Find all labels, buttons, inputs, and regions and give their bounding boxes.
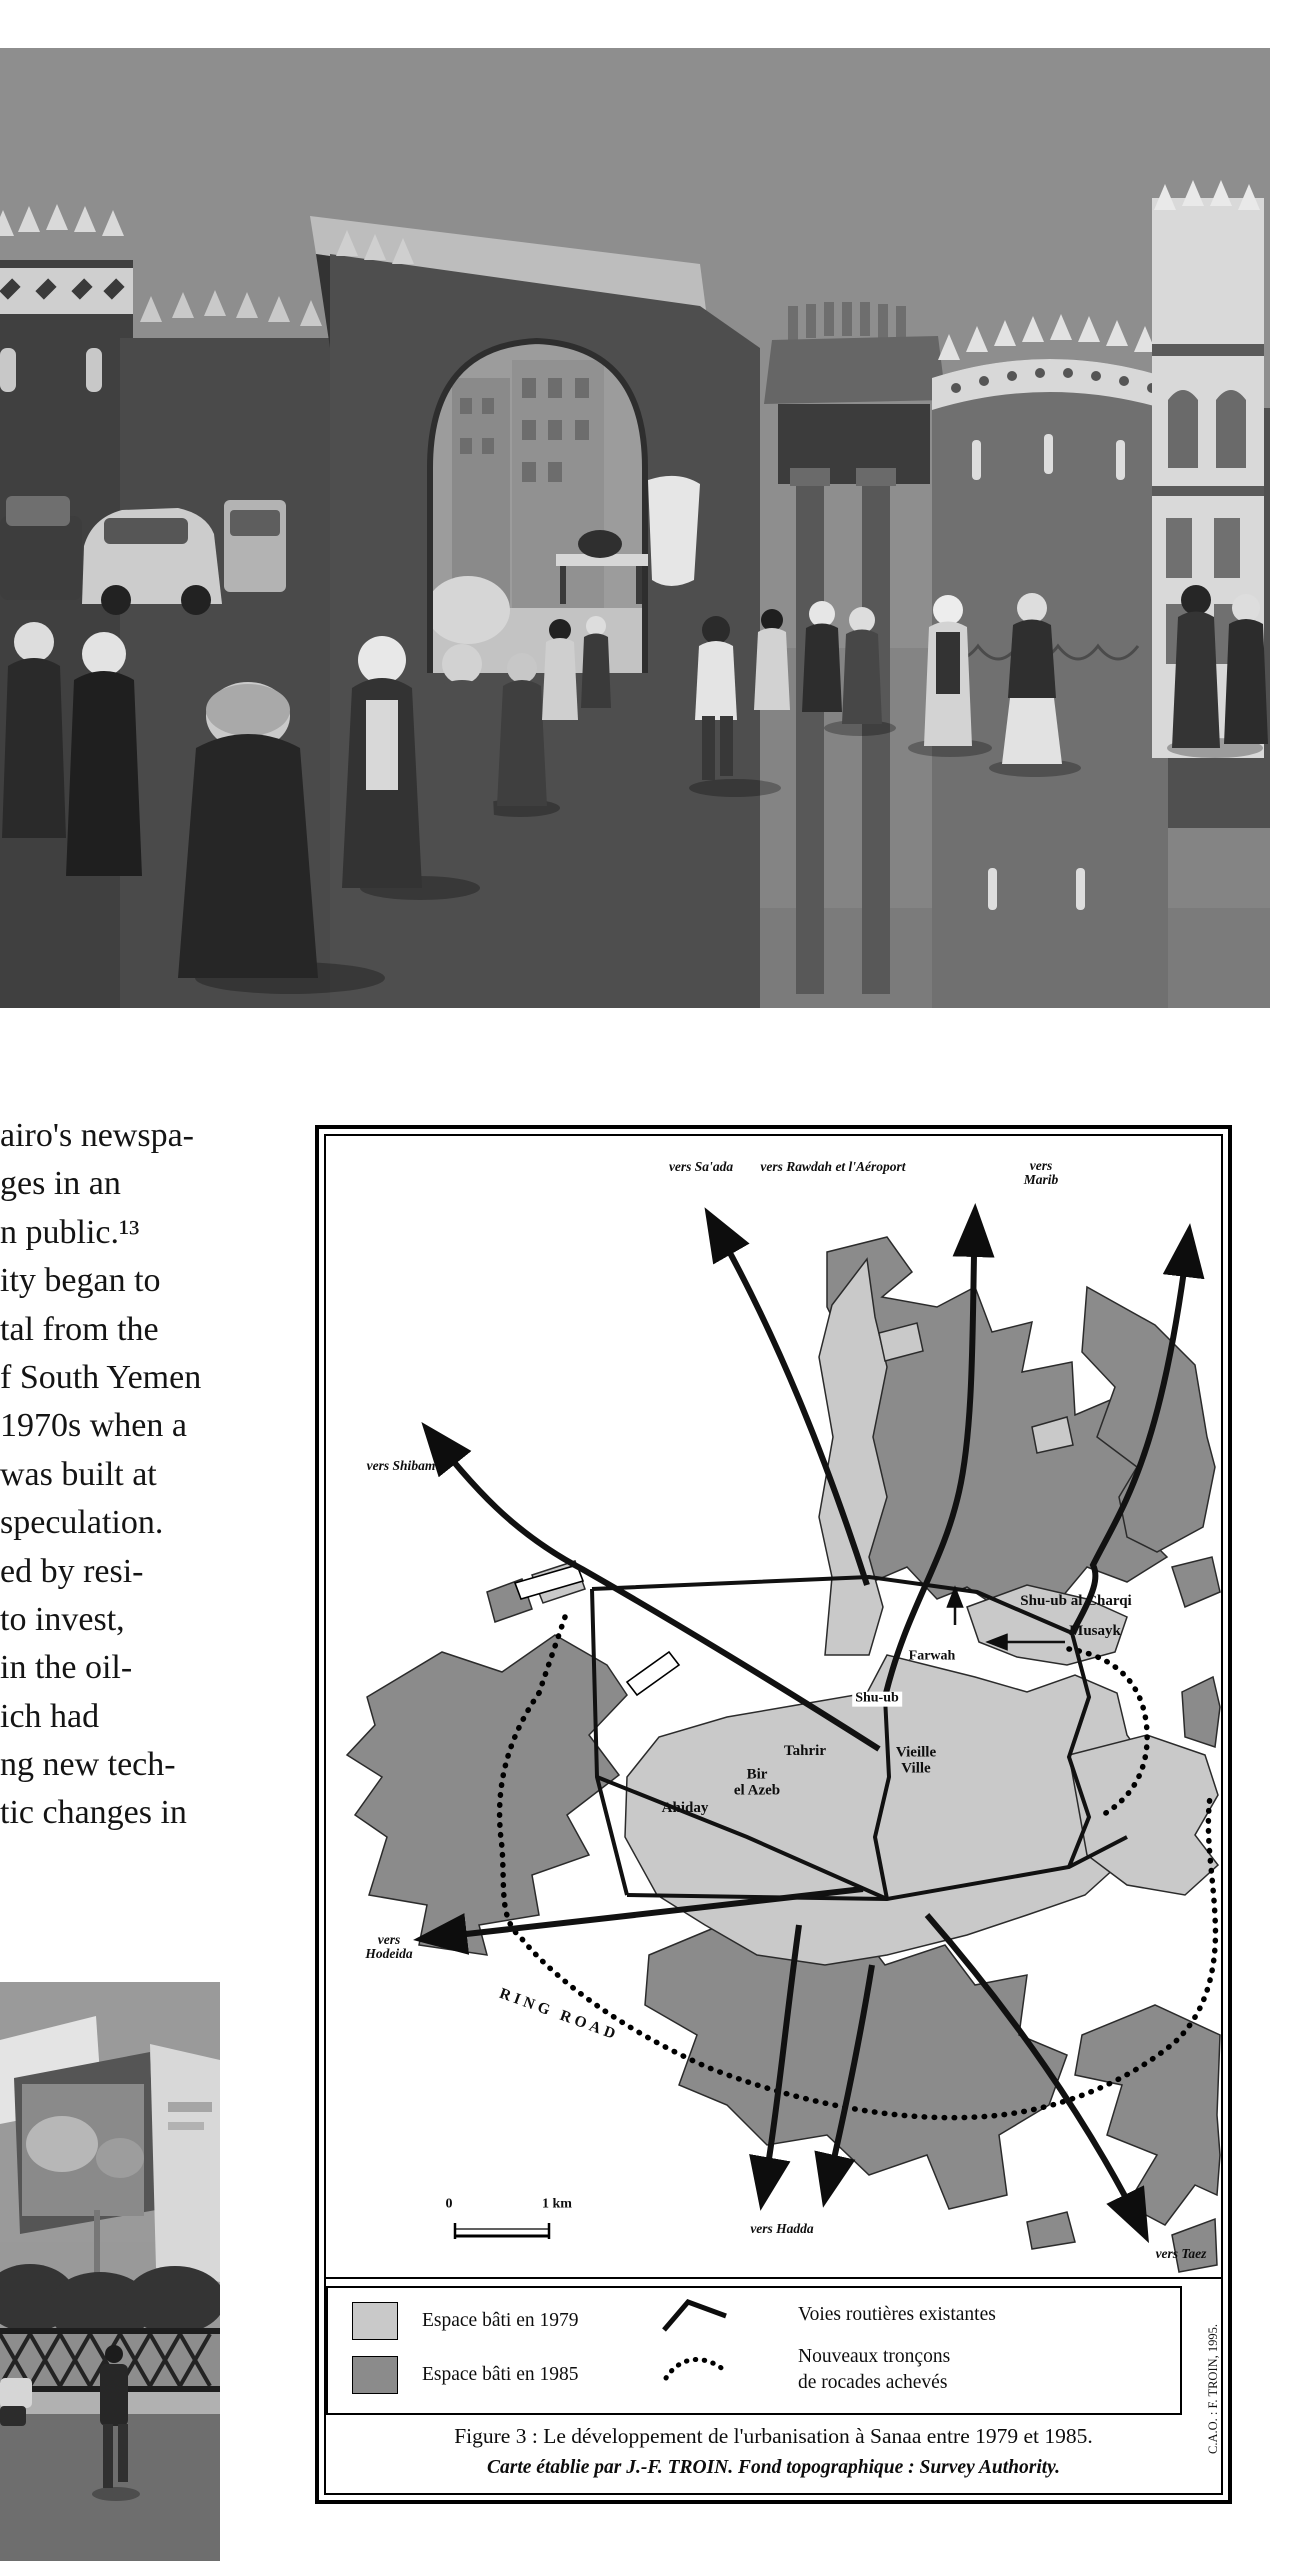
legend-swatch-1979: [352, 2302, 398, 2340]
legend-road-symbol: [660, 2294, 732, 2336]
label-vers-saada: vers Sa'ada: [668, 1158, 734, 1174]
label-tahrir: Tahrir: [784, 1743, 826, 1760]
legend-dotted-symbol: [660, 2344, 732, 2386]
legend-box: [326, 2286, 1182, 2415]
text-line: to invest,: [0, 1600, 125, 1638]
label-vers-rawdah: vers Rawdah et l'Aéroport: [760, 1158, 906, 1174]
text-line: ity began to: [0, 1262, 161, 1300]
label-farwah: Farwah: [908, 1648, 956, 1664]
figure-caption: Figure 3 : Le développement de l'urbanisation à Sanaa entre 1979 et 1985.: [454, 2424, 1093, 2448]
billboard-pole: [94, 2210, 100, 2280]
legend-label-newring-2: de rocades achevés: [798, 2372, 948, 2393]
figure-3-map-sanaa: [315, 1125, 1232, 2504]
text-line: tic changes in: [0, 1794, 187, 1832]
photo-street-billboards: [0, 1982, 220, 2561]
legend-label-1985: Espace bâti en 1985: [422, 2364, 579, 2385]
text-line: ed by resi-: [0, 1552, 144, 1590]
legend-separator: [326, 2277, 1221, 2279]
label-vers-hodeida: vers Hodeida: [365, 1931, 413, 1961]
label-vers-taez: vers Taez: [1155, 2245, 1207, 2261]
label-vers-hadda: vers Hadda: [750, 2220, 814, 2236]
text-line: in the oil-: [0, 1649, 133, 1687]
legend-label-1979: Espace bâti en 1979: [422, 2310, 579, 2331]
label-ring-road: RING ROAD: [497, 1984, 622, 2044]
label-shuub-al-charqi: Shu-ub al Charqi: [1020, 1593, 1132, 1610]
text-line: speculation.: [0, 1504, 164, 1542]
text-line: ng new tech-: [0, 1746, 176, 1784]
legend-label-roads: Voies routières existantes: [798, 2304, 996, 2325]
label-vers-marib: vers Marib: [1023, 1157, 1059, 1187]
photo-bab-al-yemen-gate: [0, 48, 1270, 1008]
legend-swatch-1985: [352, 2356, 398, 2394]
label-vieille-ville: Vieille Ville: [895, 1744, 937, 1776]
billboard-left: [14, 2052, 156, 2234]
figure-caption-source: Carte établie par J.-F. TROIN. Fond topographique : Survey Authority.: [487, 2457, 1060, 2478]
text-line: ich had: [0, 1697, 100, 1735]
scale-zero: 0: [445, 2196, 453, 2212]
text-line: airo's newspa-: [0, 1117, 195, 1154]
label-ahiday: Ahiday: [661, 1800, 709, 1817]
label-vers-shibam: vers Shibam: [366, 1457, 436, 1473]
photo-bottom-illustration: [0, 1982, 220, 2561]
text-line: 1970s when a: [0, 1407, 187, 1445]
body-text-column: [0, 1112, 202, 1838]
photo-top-illustration: [0, 48, 1270, 1008]
figure-credit-vertical: C.A.O. : F. TROIN, 1995.: [1206, 2323, 1220, 2455]
scale-one-km: 1 km: [542, 2196, 572, 2212]
text-line: f South Yemen: [0, 1358, 202, 1396]
text-line: ges in an: [0, 1165, 121, 1203]
label-musayk: Musayk: [1069, 1623, 1121, 1640]
scale-bar: [455, 2223, 549, 2239]
hanging-cloth: [648, 476, 700, 586]
label-shuub: Shu-ub: [852, 1692, 902, 1707]
arch-opening: [425, 338, 650, 678]
text-line: n public.¹³: [0, 1213, 140, 1251]
legend-label-newring-1: Nouveaux tronçons: [798, 2346, 951, 2367]
text-line: tal from the: [0, 1310, 159, 1348]
label-bir-el-azeb: Bir el Azeb: [733, 1766, 781, 1798]
text-line: was built at: [0, 1455, 157, 1493]
billboard-right: [150, 2044, 220, 2282]
map-drawing: [327, 1137, 1222, 2279]
